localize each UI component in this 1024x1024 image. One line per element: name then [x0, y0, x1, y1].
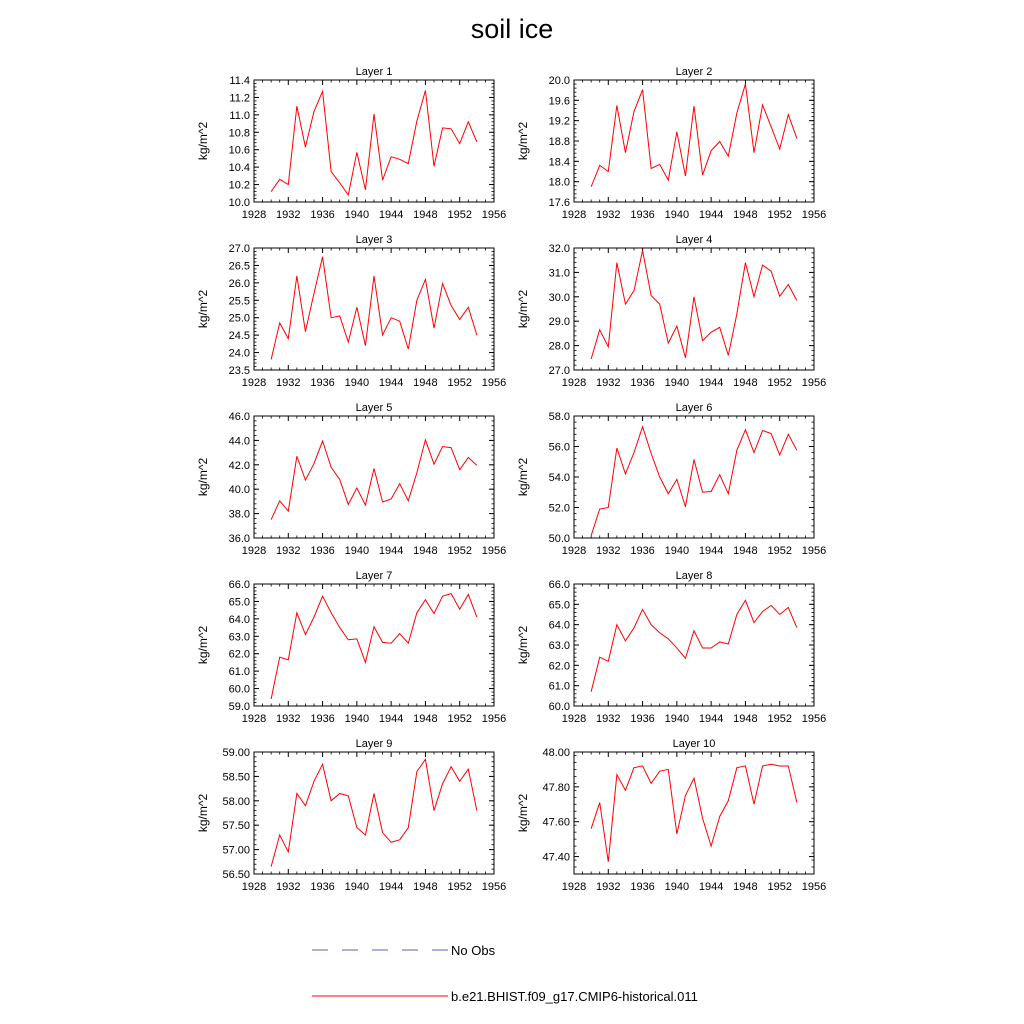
- y-tick-label: 46.0: [228, 411, 250, 423]
- y-axis-label: kg/m^2: [516, 121, 530, 161]
- legend-model-label: b.e21.BHIST.f09_g17.CMIP6-historical.011: [451, 989, 698, 1004]
- y-axis-label: kg/m^2: [196, 625, 210, 665]
- x-tick-label: 1948: [413, 881, 438, 893]
- y-tick-label: 47.40: [542, 851, 570, 864]
- x-tick-label: 1952: [767, 881, 792, 893]
- figure-title: soil ice: [470, 14, 554, 44]
- y-tick-label: 61.0: [548, 680, 570, 693]
- y-tick-label: 25.5: [228, 295, 250, 308]
- x-tick-label: 1928: [241, 545, 267, 557]
- y-tick-label: 44.0: [228, 435, 250, 448]
- y-tick-label: 57.00: [222, 844, 250, 857]
- plot-frame: [254, 248, 494, 370]
- x-tick-label: 1928: [241, 881, 267, 893]
- x-tick-label: 1952: [767, 713, 792, 725]
- plot-frame: [254, 752, 494, 874]
- y-tick-label: 31.0: [548, 267, 570, 280]
- x-tick-label: 1952: [767, 545, 792, 557]
- y-tick-label: 58.50: [222, 771, 250, 784]
- panel-title-layer-10: Layer 10: [672, 738, 716, 750]
- panel-layer-8: [516, 570, 826, 725]
- x-tick-label: 1944: [378, 545, 404, 557]
- panel-layer-6: [516, 402, 826, 557]
- x-tick-label: 1952: [447, 545, 472, 557]
- panel-title-layer-9: Layer 9: [355, 738, 393, 750]
- y-axis-label: kg/m^2: [196, 457, 210, 497]
- x-tick-label: 1940: [664, 713, 690, 725]
- x-tick-label: 1956: [801, 209, 827, 221]
- x-tick-label: 1944: [378, 881, 404, 893]
- y-axis-label: kg/m^2: [516, 457, 530, 497]
- plot-frame: [574, 752, 814, 874]
- x-tick-label: 1944: [378, 713, 404, 725]
- x-tick-label: 1940: [664, 881, 690, 893]
- y-tick-label: 65.0: [548, 599, 570, 612]
- x-tick-label: 1948: [413, 545, 438, 557]
- plot-frame: [254, 416, 494, 538]
- y-tick-label: 10.8: [228, 127, 250, 140]
- x-tick-label: 1948: [733, 545, 758, 557]
- x-tick-label: 1936: [310, 545, 335, 557]
- x-tick-label: 1952: [447, 881, 472, 893]
- x-tick-label: 1944: [378, 377, 404, 389]
- x-tick-label: 1928: [561, 713, 587, 725]
- y-tick-label: 19.6: [548, 95, 570, 108]
- y-tick-label: 29.0: [548, 316, 570, 329]
- series-line-layer-1: [271, 90, 477, 195]
- panel-title-layer-2: Layer 2: [675, 66, 713, 78]
- y-tick-label: 40.0: [228, 484, 250, 497]
- x-tick-label: 1944: [378, 209, 404, 221]
- series-line-layer-9: [271, 759, 477, 866]
- y-tick-label: 58.00: [222, 795, 250, 808]
- plot-frame: [574, 416, 814, 538]
- y-tick-label: 10.2: [228, 179, 250, 192]
- x-tick-label: 1936: [310, 377, 335, 389]
- x-tick-label: 1940: [344, 377, 370, 389]
- x-tick-label: 1936: [630, 545, 655, 557]
- y-tick-label: 59.00: [222, 747, 250, 759]
- x-tick-label: 1948: [413, 377, 438, 389]
- panel-layer-10: [516, 738, 826, 893]
- panel-layer-1: [196, 66, 506, 221]
- series-line-layer-3: [271, 257, 477, 360]
- x-tick-label: 1956: [801, 881, 827, 893]
- x-tick-label: 1952: [767, 377, 792, 389]
- y-tick-label: 25.0: [228, 312, 250, 325]
- y-tick-label: 19.2: [548, 115, 570, 128]
- y-tick-label: 54.0: [548, 472, 570, 484]
- x-tick-label: 1944: [698, 209, 724, 221]
- panel-title-layer-8: Layer 8: [675, 570, 713, 582]
- x-tick-label: 1936: [630, 209, 655, 221]
- y-tick-label: 62.0: [228, 648, 250, 661]
- y-tick-label: 17.6: [548, 197, 570, 209]
- y-tick-label: 59.0: [228, 701, 250, 713]
- x-tick-label: 1948: [733, 209, 758, 221]
- y-tick-label: 47.80: [542, 781, 570, 794]
- series-line-layer-4: [591, 250, 797, 359]
- y-tick-label: 28.0: [548, 340, 570, 353]
- x-tick-label: 1940: [344, 545, 370, 557]
- plot-frame: [574, 80, 814, 202]
- y-tick-label: 10.4: [228, 162, 250, 175]
- y-tick-label: 11.2: [229, 92, 250, 105]
- x-tick-label: 1944: [698, 881, 724, 893]
- x-tick-label: 1948: [733, 377, 758, 389]
- x-tick-label: 1948: [733, 713, 758, 725]
- x-tick-label: 1944: [698, 545, 724, 557]
- y-tick-label: 60.0: [228, 683, 250, 696]
- y-tick-label: 27.0: [548, 365, 570, 377]
- y-tick-label: 10.0: [228, 197, 250, 209]
- x-tick-label: 1936: [630, 713, 655, 725]
- x-tick-label: 1956: [481, 713, 507, 725]
- y-tick-label: 24.5: [228, 330, 250, 343]
- x-tick-label: 1940: [344, 209, 370, 221]
- panel-layer-4: [516, 234, 826, 389]
- panel-layer-7: [196, 570, 506, 725]
- y-tick-label: 18.8: [548, 136, 570, 148]
- x-tick-label: 1928: [241, 713, 267, 725]
- y-tick-label: 63.0: [548, 640, 570, 652]
- y-tick-label: 56.0: [548, 441, 570, 454]
- y-tick-label: 18.4: [548, 156, 570, 169]
- x-tick-label: 1936: [310, 881, 335, 893]
- y-axis-label: kg/m^2: [516, 793, 530, 833]
- y-tick-label: 57.50: [222, 820, 250, 833]
- panels-group: [196, 66, 826, 893]
- series-line-layer-5: [271, 440, 477, 520]
- y-tick-label: 60.0: [548, 701, 570, 713]
- x-tick-label: 1932: [276, 377, 301, 389]
- x-tick-label: 1936: [310, 713, 335, 725]
- y-axis-label: kg/m^2: [196, 289, 210, 329]
- x-tick-label: 1956: [481, 881, 507, 893]
- y-tick-label: 64.0: [228, 613, 250, 626]
- y-tick-label: 56.50: [222, 869, 250, 881]
- x-tick-label: 1932: [596, 377, 621, 389]
- x-tick-label: 1956: [801, 713, 827, 725]
- y-tick-label: 10.6: [228, 144, 250, 157]
- x-tick-label: 1944: [698, 377, 724, 389]
- y-tick-label: 36.0: [228, 533, 250, 545]
- x-tick-label: 1940: [664, 209, 690, 221]
- x-tick-label: 1952: [767, 209, 792, 221]
- panel-layer-9: [196, 738, 506, 893]
- x-tick-label: 1940: [344, 881, 370, 893]
- x-tick-label: 1948: [413, 209, 438, 221]
- x-tick-label: 1928: [561, 209, 587, 221]
- panel-layer-5: [196, 402, 506, 557]
- x-tick-label: 1936: [630, 881, 655, 893]
- x-tick-label: 1948: [733, 881, 758, 893]
- y-tick-label: 63.0: [228, 631, 250, 644]
- y-tick-label: 23.5: [228, 365, 250, 377]
- x-tick-label: 1932: [596, 209, 621, 221]
- y-tick-label: 48.00: [542, 747, 570, 759]
- y-tick-label: 66.0: [228, 579, 250, 591]
- panel-title-layer-1: Layer 1: [355, 66, 393, 78]
- y-tick-label: 38.0: [228, 508, 250, 521]
- x-tick-label: 1928: [241, 209, 267, 221]
- x-tick-label: 1936: [310, 209, 335, 221]
- x-tick-label: 1932: [276, 713, 301, 725]
- y-tick-label: 66.0: [548, 579, 570, 591]
- x-tick-label: 1940: [664, 545, 690, 557]
- y-tick-label: 26.5: [228, 260, 250, 273]
- x-tick-label: 1956: [481, 209, 507, 221]
- panel-layer-2: [516, 66, 826, 221]
- x-tick-label: 1928: [241, 377, 267, 389]
- plot-frame: [574, 584, 814, 706]
- y-axis-label: kg/m^2: [516, 625, 530, 665]
- x-tick-label: 1952: [447, 713, 472, 725]
- series-line-layer-10: [591, 764, 797, 862]
- x-tick-label: 1928: [561, 545, 587, 557]
- y-tick-label: 26.0: [228, 277, 250, 290]
- plot-frame: [254, 584, 494, 706]
- y-tick-label: 18.0: [548, 176, 570, 189]
- legend-obs-label: No Obs: [451, 943, 496, 958]
- series-line-layer-6: [591, 427, 797, 536]
- y-tick-label: 42.0: [228, 459, 250, 472]
- x-tick-label: 1932: [596, 713, 621, 725]
- x-tick-label: 1932: [276, 881, 301, 893]
- x-tick-label: 1952: [447, 209, 472, 221]
- x-tick-label: 1944: [698, 713, 724, 725]
- y-tick-label: 27.0: [228, 243, 250, 255]
- y-tick-label: 47.60: [542, 816, 570, 829]
- x-tick-label: 1928: [561, 881, 587, 893]
- legend: [312, 943, 698, 1004]
- x-tick-label: 1956: [481, 545, 507, 557]
- plot-frame: [574, 248, 814, 370]
- x-tick-label: 1928: [561, 377, 587, 389]
- y-tick-label: 58.0: [548, 411, 570, 423]
- y-axis-label: kg/m^2: [516, 289, 530, 329]
- x-tick-label: 1936: [630, 377, 655, 389]
- panel-layer-3: [196, 234, 506, 389]
- y-tick-label: 50.0: [548, 533, 570, 545]
- x-tick-label: 1940: [664, 377, 690, 389]
- series-line-layer-7: [271, 594, 477, 699]
- panel-title-layer-3: Layer 3: [355, 234, 393, 246]
- y-tick-label: 20.0: [548, 75, 570, 87]
- y-tick-label: 64.0: [548, 619, 570, 632]
- panel-title-layer-7: Layer 7: [355, 570, 393, 582]
- x-tick-label: 1952: [447, 377, 472, 389]
- y-axis-label: kg/m^2: [196, 121, 210, 161]
- y-tick-label: 24.0: [228, 347, 250, 360]
- x-tick-label: 1956: [801, 545, 827, 557]
- y-tick-label: 11.0: [229, 109, 250, 122]
- x-tick-label: 1956: [801, 377, 827, 389]
- y-tick-label: 30.0: [548, 291, 570, 304]
- y-tick-label: 65.0: [228, 596, 250, 609]
- x-tick-label: 1948: [413, 713, 438, 725]
- y-tick-label: 62.0: [548, 660, 570, 673]
- x-tick-label: 1932: [596, 545, 621, 557]
- y-tick-label: 32.0: [548, 243, 570, 255]
- x-tick-label: 1932: [276, 209, 301, 221]
- series-line-layer-8: [591, 600, 797, 692]
- series-line-layer-2: [591, 84, 797, 187]
- panel-title-layer-5: Layer 5: [355, 402, 393, 414]
- panel-title-layer-6: Layer 6: [675, 402, 713, 414]
- x-tick-label: 1932: [596, 881, 621, 893]
- panel-title-layer-4: Layer 4: [675, 234, 713, 246]
- y-tick-label: 52.0: [548, 502, 570, 515]
- x-tick-label: 1932: [276, 545, 301, 557]
- x-tick-label: 1940: [344, 713, 370, 725]
- y-tick-label: 11.4: [229, 75, 250, 87]
- y-axis-label: kg/m^2: [196, 793, 210, 833]
- y-tick-label: 61.0: [228, 666, 250, 679]
- x-tick-label: 1956: [481, 377, 507, 389]
